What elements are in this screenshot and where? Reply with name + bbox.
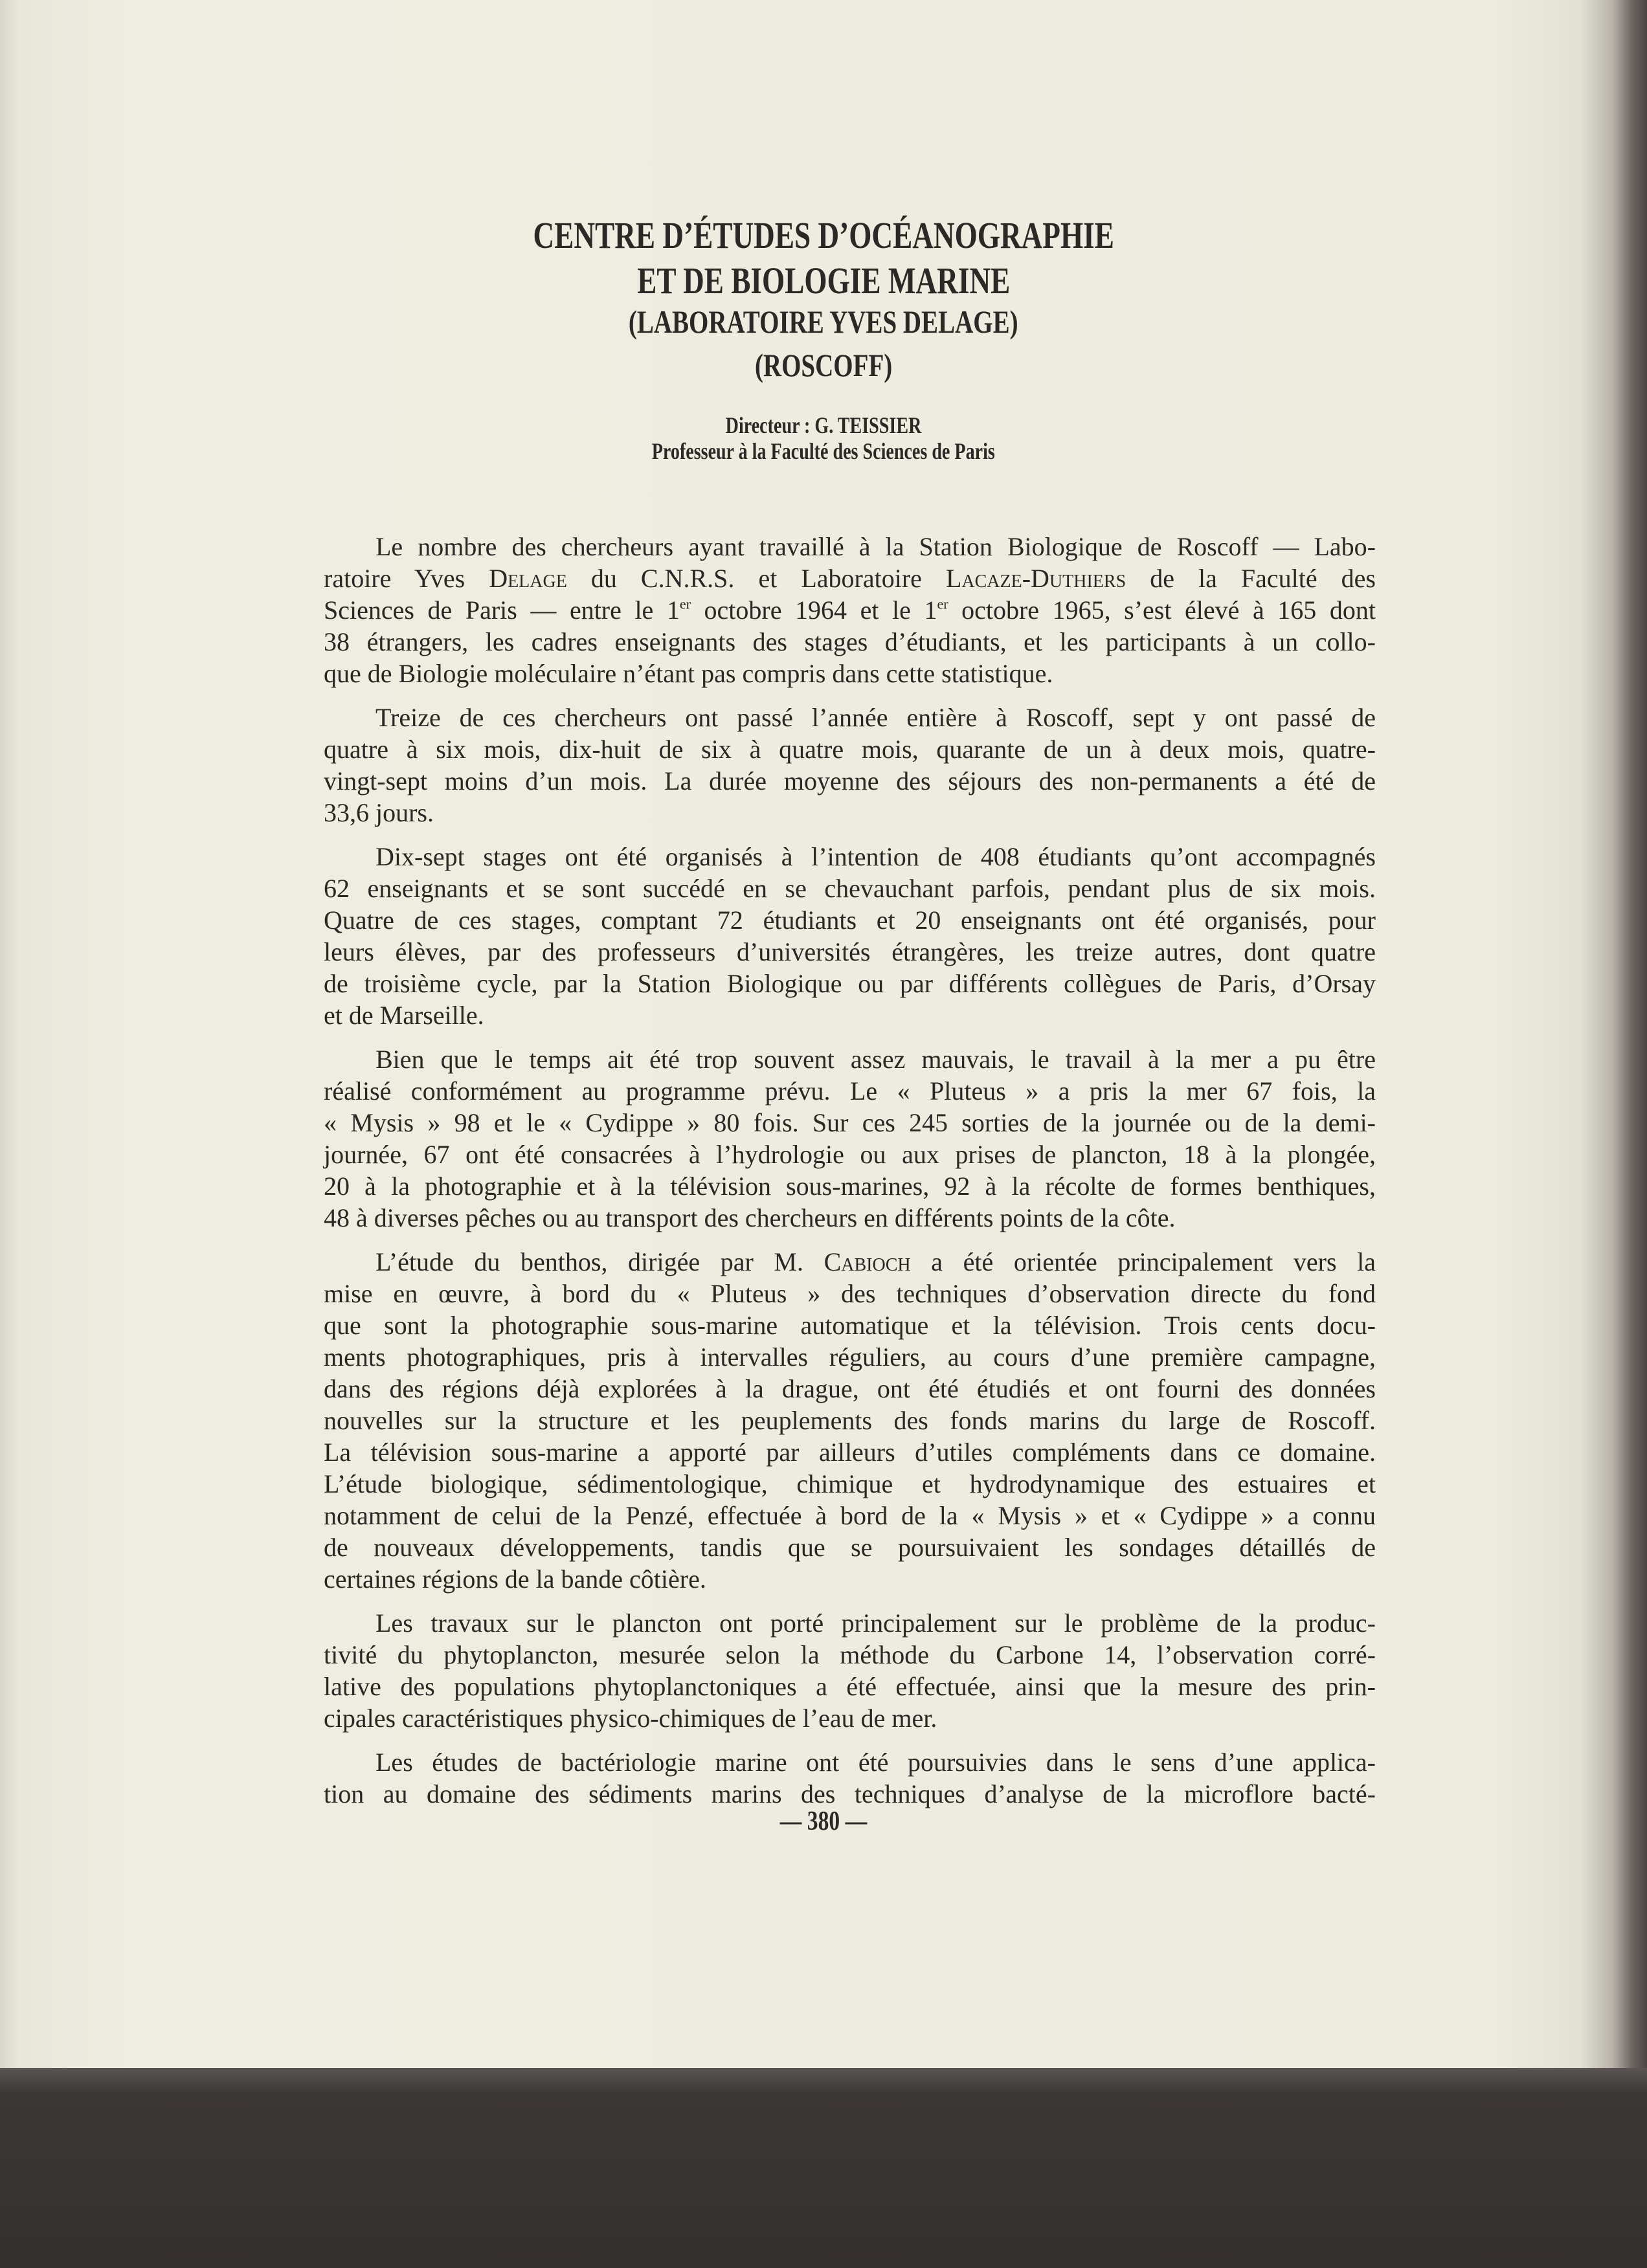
- page-title-line2: [0, 259, 1647, 302]
- text-segment: nouvelles sur la structure et les peuplements des fonds marins du large de Roscoff.: [324, 1406, 1376, 1435]
- text-segment: journée, 67 ont été consacrées à l’hydrologie ou aux prises de plancton, 18 à la plongée,: [324, 1140, 1376, 1169]
- ordinal-superscript: er: [937, 595, 948, 612]
- text-line: [324, 562, 1376, 594]
- text-line: [324, 797, 1376, 828]
- title-line: (LABORATOIRE YVES DELAGE): [629, 304, 1018, 340]
- text-segment: Dix-sept stages ont été organisés à l’intention de 408 étudiants qu’ont accompagnés: [375, 842, 1376, 871]
- text-line: [324, 968, 1376, 999]
- paragraph: [324, 1607, 1376, 1734]
- page-number-text: — 380 —: [779, 1807, 868, 1836]
- text-line: [324, 1309, 1376, 1341]
- text-line: [324, 733, 1376, 765]
- text-segment: Treize de ces chercheurs ont passé l’année entière à Roscoff, sept y ont passé de: [375, 703, 1376, 732]
- title-line: CENTRE D’ÉTUDES D’OCÉANOGRAPHIE: [533, 214, 1114, 256]
- director-title: [0, 438, 1647, 465]
- text-line: [324, 1405, 1376, 1436]
- text-line: [324, 702, 1376, 733]
- text-line: [324, 1531, 1376, 1563]
- text-segment: octobre 1964 et le 1: [690, 595, 937, 625]
- text-segment: octobre 1965, s’est élevé à 165 dont: [948, 595, 1376, 625]
- text-segment: vingt-sept moins d’un mois. La durée moyenne des séjours des non-permanents a été de: [324, 766, 1376, 795]
- text-line: [324, 904, 1376, 936]
- ordinal-superscript: er: [679, 595, 691, 612]
- page-subtitle-location: [0, 346, 1647, 384]
- paragraph: [324, 1043, 1376, 1234]
- text-line: [324, 765, 1376, 797]
- text-line: [324, 1202, 1376, 1234]
- text-line: [324, 1341, 1376, 1373]
- text-segment: notamment de celui de la Penzé, effectuée à bord de la « Mysis » et « Cydippe » a connu: [324, 1501, 1376, 1530]
- text-segment: 62 enseignants et se sont succédé en se chevauchant parfois, pendant plus de six mois.: [324, 874, 1376, 903]
- text-line: [324, 1563, 1376, 1595]
- text-segment: que de Biologie moléculaire n’étant pas compris dans cette statistique.: [324, 659, 1053, 688]
- text-segment: lative des populations phytoplanctoniques a été effectuée, ainsi que la mesure des prin-: [324, 1672, 1376, 1701]
- text-segment: 20 à la photographie et à la télévision sous-marines, 92 à la récolte de formes benthiques,: [324, 1172, 1376, 1201]
- director-name: Directeur : G. TEISSIER: [725, 412, 922, 438]
- text-segment: réalisé conformément au programme prévu. Le « Pluteus » a pris la mer 67 fois, la: [324, 1076, 1376, 1106]
- director-title-text: Professeur à la Faculté des Sciences de Paris: [651, 438, 996, 464]
- text-segment: La télévision sous-marine a apporté par ailleurs d’utiles compléments dans ce domaine.: [324, 1438, 1376, 1467]
- text-line: [324, 531, 1376, 562]
- text-segment: tivité du phytoplancton, mesurée selon la méthode du Carbone 14, l’observation corré-: [324, 1640, 1376, 1669]
- text-line: [324, 1373, 1376, 1405]
- text-segment: a été orientée principalement vers la: [910, 1247, 1376, 1276]
- text-line: [324, 1075, 1376, 1107]
- page-subtitle-laboratory: [0, 303, 1647, 340]
- director-line: [0, 412, 1647, 439]
- page-title: [0, 214, 1647, 257]
- text-segment: « Mysis » 98 et le « Cydippe » 80 fois. Sur ces 245 sorties de la journée ou de la demi-: [324, 1108, 1376, 1137]
- text-segment: L’étude biologique, sédimentologique, chimique et hydrodynamique des estuaires et: [324, 1469, 1376, 1498]
- text-line: [324, 873, 1376, 904]
- page-number: [0, 1806, 1647, 1837]
- text-line: [324, 594, 1376, 626]
- text-line: [324, 1278, 1376, 1309]
- text-segment: de nouveaux développements, tandis que se poursuivaient les sondages détaillés de: [324, 1533, 1376, 1562]
- text-line: [324, 936, 1376, 968]
- small-caps-name: Cabioch: [824, 1247, 911, 1276]
- text-line: [324, 626, 1376, 658]
- text-line: [324, 1436, 1376, 1468]
- text-line: [324, 1043, 1376, 1075]
- text-segment: Sciences de Paris — entre le 1: [324, 595, 680, 625]
- text-line: [324, 1468, 1376, 1500]
- text-segment: Quatre de ces stages, comptant 72 étudiants et 20 enseignants ont été organisés, pour: [324, 906, 1376, 935]
- text-segment: tion au domaine des sédiments marins des techniques d’analyse de la microflore bacté-: [324, 1779, 1376, 1808]
- small-caps-name: Delage: [489, 564, 567, 593]
- text-segment: L’étude du benthos, dirigée par M.: [375, 1247, 824, 1276]
- text-segment: 48 à diverses pêches ou au transport des chercheurs en différents points de la côte.: [324, 1203, 1176, 1232]
- paragraph: [324, 531, 1376, 689]
- text-segment: Les travaux sur le plancton ont porté principalement sur le problème de la produc-: [375, 1608, 1376, 1638]
- text-segment: dans des régions déjà explorées à la drague, ont été étudiés et ont fourni des données: [324, 1374, 1376, 1403]
- text-segment: et de Marseille.: [324, 1001, 484, 1030]
- paragraph: [324, 1746, 1376, 1810]
- text-segment: certaines régions de la bande côtière.: [324, 1564, 706, 1594]
- text-line: [324, 1500, 1376, 1531]
- title-line: (ROSCOFF): [754, 347, 893, 383]
- text-segment: ments photographiques, pris à intervalles réguliers, au cours d’une première campagne,: [324, 1342, 1376, 1372]
- text-segment: Les études de bactériologie marine ont été poursuivies dans le sens d’une applica-: [375, 1748, 1376, 1777]
- text-segment: mise en œuvre, à bord du « Pluteus » des techniques d’observation directe du fond: [324, 1279, 1376, 1308]
- text-segment: Bien que le temps ait été trop souvent assez mauvais, le travail à la mer a pu être: [375, 1045, 1376, 1074]
- text-line: [324, 1246, 1376, 1278]
- text-segment: cipales caractéristiques physico-chimiques de l’eau de mer.: [324, 1704, 937, 1733]
- text-segment: Le nombre des chercheurs ayant travaillé à la Station Biologique de Roscoff — Labo-: [375, 532, 1376, 561]
- text-segment: leurs élèves, par des professeurs d’universités étrangères, les treize autres, dont quatre: [324, 937, 1376, 966]
- title-line: ET DE BIOLOGIE MARINE: [636, 260, 1011, 302]
- text-line: [324, 841, 1376, 873]
- text-segment: de troisième cycle, par la Station Biologique ou par différents collègues de Paris, d’Orsay: [324, 969, 1376, 998]
- text-line: [324, 1778, 1376, 1810]
- text-segment: que sont la photographie sous-marine automatique et la télévision. Trois cents docu-: [324, 1311, 1376, 1340]
- scanner-background: [0, 2068, 1647, 2268]
- text-line: [324, 658, 1376, 689]
- text-segment: 38 étrangers, les cadres enseignants des stages d’étudiants, et les participants à un collo-: [324, 627, 1376, 656]
- paragraph: [324, 1246, 1376, 1595]
- text-line: [324, 1139, 1376, 1170]
- text-segment: du C.N.R.S. et Laboratoire: [566, 564, 946, 593]
- paragraph: [324, 702, 1376, 828]
- text-line: [324, 1170, 1376, 1202]
- paragraph: [324, 841, 1376, 1031]
- text-segment: quatre à six mois, dix-huit de six à quatre mois, quarante de un à deux mois, quatre-: [324, 735, 1376, 764]
- text-segment: ratoire Yves: [324, 564, 489, 593]
- text-segment: de la Faculté des: [1126, 564, 1376, 593]
- text-line: [324, 1746, 1376, 1778]
- body-text: [324, 531, 1376, 1822]
- text-line: [324, 1639, 1376, 1671]
- small-caps-name: Lacaze-Duthiers: [945, 564, 1126, 593]
- text-line: [324, 999, 1376, 1031]
- text-line: [324, 1607, 1376, 1639]
- text-line: [324, 1702, 1376, 1734]
- text-line: [324, 1671, 1376, 1702]
- text-line: [324, 1107, 1376, 1139]
- text-segment: 33,6 jours.: [324, 798, 434, 827]
